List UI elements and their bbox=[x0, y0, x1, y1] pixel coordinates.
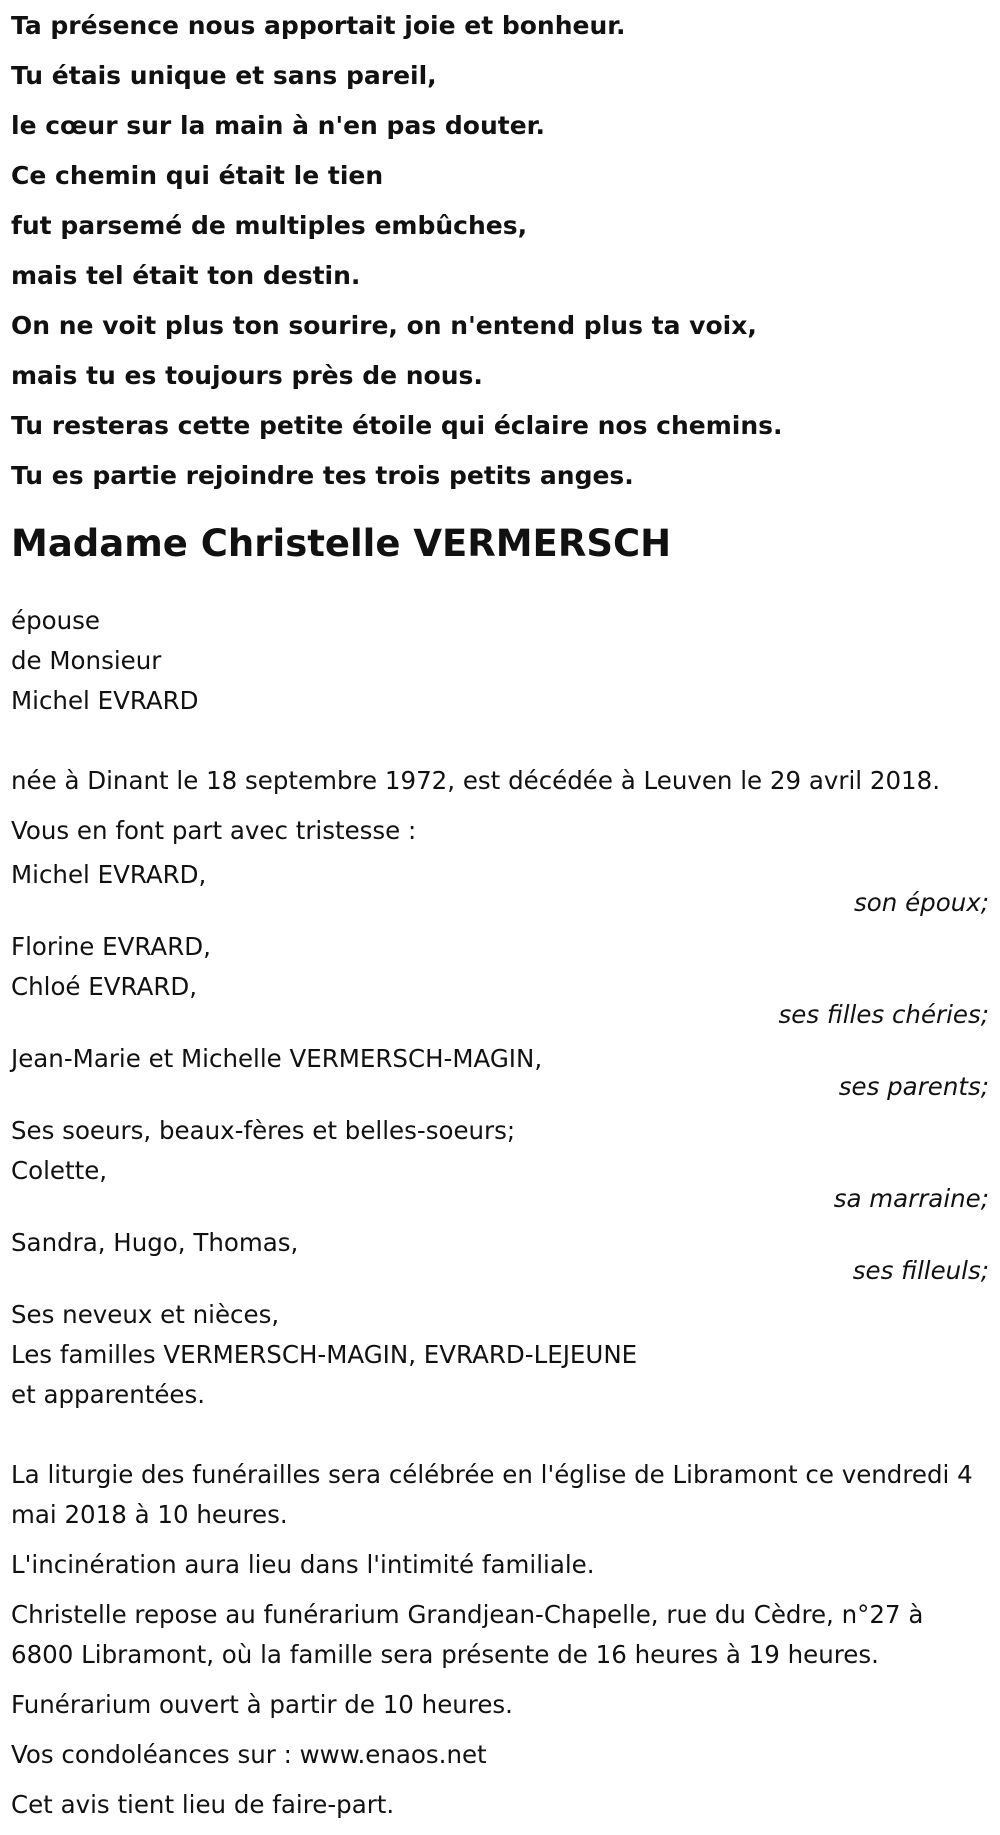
poem-line: mais tel était ton destin. bbox=[11, 261, 361, 290]
family-relation: sa marraine; bbox=[833, 1184, 989, 1213]
poem-line: fut parsemé de multiples embûches, bbox=[11, 211, 528, 240]
spouse-line: de Monsieur bbox=[11, 646, 162, 675]
family-group bbox=[11, 855, 989, 923]
poem-line: Tu étais unique et sans pareil, bbox=[11, 61, 437, 90]
poem-line: Ce chemin qui était le tien bbox=[11, 161, 384, 190]
family-group bbox=[11, 1223, 989, 1291]
obituary-notice bbox=[11, 0, 989, 1835]
family-group bbox=[11, 1039, 989, 1107]
faire-part-text: Cet avis tient lieu de faire-part. bbox=[11, 1790, 395, 1819]
poem-line: Tu resteras cette petite étoile qui éclaire nos chemins. bbox=[11, 411, 783, 440]
poem-line: le cœur sur la main à n'en pas douter. bbox=[11, 111, 545, 140]
poem-line: mais tu es toujours près de nous. bbox=[11, 361, 483, 390]
family-group bbox=[11, 927, 989, 1035]
liturgy-text: La liturgie des funérailles sera célébrée en l'église de Libramont ce vendredi 4 mai 2018 à 10 heures. bbox=[11, 1460, 973, 1529]
family-member: Jean-Marie et Michelle VERMERSCH-MAGIN, bbox=[11, 1044, 543, 1073]
family-member: et apparentées. bbox=[11, 1380, 206, 1409]
family-member: Michel EVRARD, bbox=[11, 860, 207, 889]
spouse-block bbox=[11, 601, 989, 721]
family-rest bbox=[11, 1295, 989, 1415]
funerarium-text: Christelle repose au funérarium Grandjean-Chapelle, rue du Cèdre, n°27 à 6800 Libramont, où la famille sera présente de 16 heures à 19 heures. bbox=[11, 1600, 924, 1669]
poem-line: Tu es partie rejoindre tes trois petits anges. bbox=[11, 461, 634, 490]
family-group bbox=[11, 1111, 989, 1219]
family-member: Florine EVRARD, bbox=[11, 932, 211, 961]
family-member: Ses neveux et nièces, bbox=[11, 1300, 280, 1329]
poem-line: Ta présence nous apportait joie et bonheur. bbox=[11, 11, 626, 40]
family-member: Sandra, Hugo, Thomas, bbox=[11, 1228, 299, 1257]
family-relation: ses filles chéries; bbox=[778, 1000, 989, 1029]
birth-death-line: née à Dinant le 18 septembre 1972, est décédée à Leuven le 29 avril 2018. bbox=[11, 766, 940, 795]
cremation-text: L'incinération aura lieu dans l'intimité familiale. bbox=[11, 1550, 595, 1579]
poem-line: On ne voit plus ton sourire, on n'entend plus ta voix, bbox=[11, 311, 757, 340]
family-member: Ses soeurs, beaux-fères et belles-soeurs; bbox=[11, 1116, 516, 1145]
spouse-line: épouse bbox=[11, 606, 100, 635]
funeral-info bbox=[11, 1455, 989, 1825]
opening-hours-text: Funérarium ouvert à partir de 10 heures. bbox=[11, 1690, 513, 1719]
family-member: Les familles VERMERSCH-MAGIN, EVRARD-LEJEUNE bbox=[11, 1340, 638, 1369]
deceased-name: Madame Christelle VERMERSCH bbox=[11, 522, 672, 565]
family-list bbox=[11, 855, 989, 1415]
condolences-text: Vos condoléances sur : www.enaos.net bbox=[11, 1740, 487, 1769]
family-relation: ses parents; bbox=[838, 1072, 989, 1101]
family-member: Colette, bbox=[11, 1156, 108, 1185]
family-member: Chloé EVRARD, bbox=[11, 972, 197, 1001]
announce-line: Vous en font part avec tristesse : bbox=[11, 816, 417, 845]
family-relation: ses filleuls; bbox=[852, 1256, 989, 1285]
family-relation: son époux; bbox=[854, 888, 989, 917]
poem bbox=[11, 0, 989, 501]
spouse-line: Michel EVRARD bbox=[11, 686, 199, 715]
